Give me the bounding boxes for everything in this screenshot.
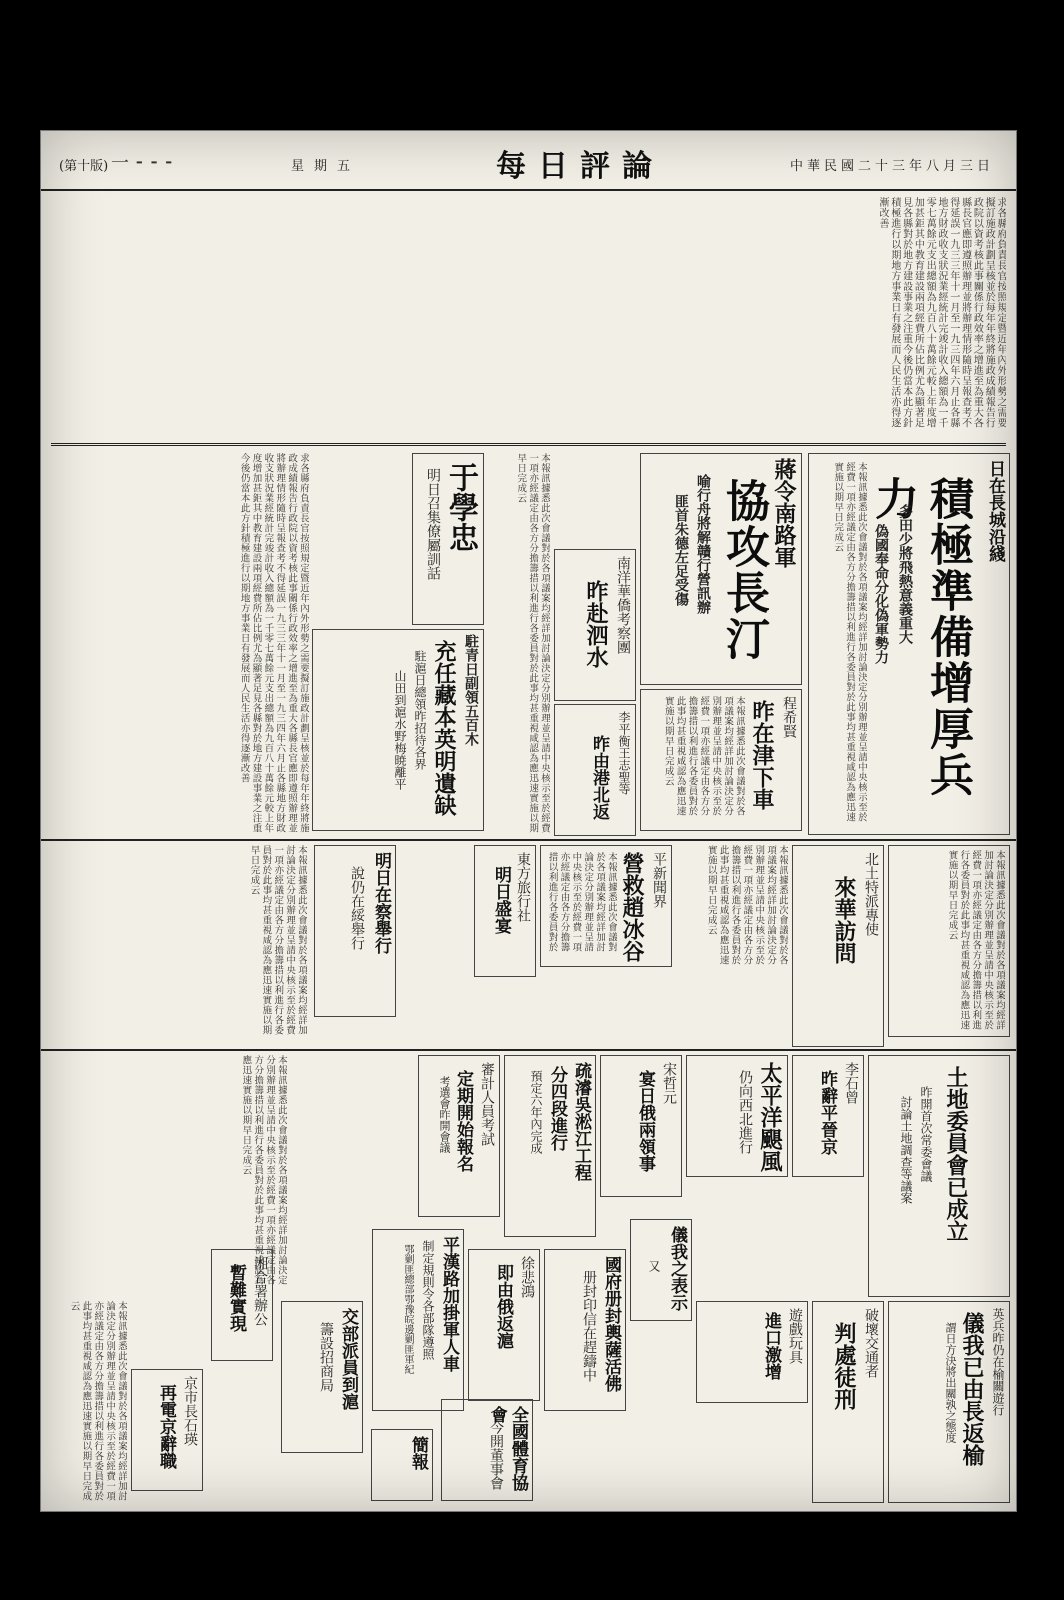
article-subhead: 分四段進行 (547, 1066, 567, 1151)
article-subhead: 李平衡王志聖等 (617, 711, 631, 795)
issue-date: 中華民國二十三年八月三日 (789, 159, 994, 174)
article-subhead: 程希賢 (781, 696, 797, 738)
article-headline: 儀我已由長返榆 (959, 1312, 985, 1466)
article-subhead: 昨開首次常委會議 (919, 1086, 933, 1182)
masthead-ornament: 一 ⁃ ⁃ ⁃ (111, 153, 174, 174)
article-headline: 暫難實現 (226, 1264, 246, 1332)
article-headline: 交部派員到滬 (338, 1308, 358, 1410)
article-block-12 (868, 1055, 1010, 1297)
article-headline: 土地委員會已成立 (943, 1066, 969, 1242)
article-headline: 再電京辭職 (156, 1384, 176, 1469)
article-headline: 全國體育協會 (486, 1406, 528, 1491)
article-subhead: 京市長石瑛 (182, 1376, 198, 1446)
article-body: 本報訊據悉此次會議對於各項議案均經詳加討論決定分別辦理並呈請中央核示至於經費一項亦經議定由各方分擔籌措以利進行各委員對於此事均甚重視咸認為應迅速實施以期早日完成云 (515, 453, 550, 833)
article-subhead: 宋哲元 (661, 1062, 677, 1104)
article-headline: 宴日俄兩領事 (635, 1070, 655, 1172)
article-headline: 積極準備增厚兵力 (867, 476, 973, 798)
article-body: 本報訊據悉此次會議對於各項議案均經詳加討論決定分別辦理並呈請中央核示至於經費一項亦經議定由各方分擔籌措以利進行各委員對於此事均甚重視咸認為應迅速實施以期早日完成云 (68, 1301, 127, 1501)
article-subhead: 平新聞界 (651, 852, 667, 908)
article-body: 本報訊據悉此次會議對於各項議案均經詳加討論決定分別辦理並呈請中央核示至於經費一項亦經議定由各方分擔籌措以利進行各委員對於此事均甚重視咸認為應迅速實施以期早日完成云 (248, 845, 307, 1035)
article-headline: 疏濬吳淞江工程 (571, 1062, 591, 1181)
article-block-25 (131, 1369, 203, 1491)
article-headline: 來華訪問 (831, 876, 857, 964)
article-block-26 (630, 1219, 692, 1321)
article-block-8 (540, 845, 672, 967)
article-headline: 充任藏本英明遺缺 (431, 640, 457, 816)
article-subhead: 預定六年內完成 (529, 1070, 543, 1154)
article-block-28 (888, 1301, 1010, 1503)
article-subhead: 駐滬日總領昨招待各界 (413, 650, 427, 770)
article-headline: 于學忠 (443, 462, 478, 552)
section-divider (41, 839, 1016, 841)
article-subhead: 東方旅行社 (515, 852, 531, 922)
article-block-20 (686, 1055, 788, 1177)
article-subhead: 多田少將飛熱意義重大 (897, 504, 913, 644)
article-block-3 (412, 453, 484, 625)
section-title: 每日評論 (496, 149, 664, 184)
article-headline: 判處徒刑 (831, 1322, 857, 1410)
article-block-5 (640, 689, 802, 831)
article-subhead: 制定規則令各部隊遵照 (421, 1240, 435, 1360)
article-headline: 營救趙冰谷 (619, 852, 645, 962)
section-divider (41, 1049, 1016, 1051)
article-block-10 (314, 845, 396, 1017)
article-subhead: 英兵昨仍在榆關遊行 (991, 1308, 1005, 1416)
article-subhead: 鄂剿匪總部鄂豫皖邊剿匪軍紀 (402, 1244, 413, 1374)
article-subhead: 明日召集僚屬訓話 (425, 468, 441, 580)
article-subhead: 遊戲玩具 (787, 1308, 803, 1364)
article-block-19 (372, 1229, 464, 1411)
article-headline: 昨辭平晉京 (817, 1070, 837, 1155)
article-subhead: 匪首朱德左足受傷 (673, 494, 689, 606)
article-subhead: 討論土地調查等議案 (899, 1096, 913, 1204)
article-headline: 即由俄返滬 (493, 1264, 513, 1349)
article-block-13 (888, 845, 1010, 1037)
article-subhead: 南洋華僑考察團 (615, 556, 631, 654)
article-headline: 平漢路加掛軍人車 (439, 1236, 459, 1372)
masthead (41, 131, 1016, 191)
article-subhead: 李石曾 (843, 1062, 859, 1104)
article-headline: 儀我之表示 (667, 1226, 687, 1311)
article-headline: 昨在津下車 (749, 700, 775, 810)
article-body: 本報訊據悉此次會議對於各項議案均經詳加討論決定分別辦理並呈請中央核示至於經費一項亦經議定由各方分擔籌措以利進行各委員對於 (547, 852, 617, 952)
article-block-22 (441, 1399, 533, 1501)
article-subhead: 湘合署辦公 (252, 1256, 268, 1326)
article-body: 求各縣府負責長官按照規定暨近年內外形勢之需要擬訂施政計劃呈核並於每年年終將施政成績報告行政院以資考核此事關係行政效率之增進至為重大各縣長官應即遵照辦理並將辦理情形隨時呈報查考不得延誤一九三三年十一月至一九三四年六月止各縣地方財政收支狀況業經統計完竣計收入總額為一千零七萬餘元支出總額為九百八十萬餘元較上年度增加甚鉅其中教育建設兩項經費所佔比例尤為顯著足見各縣對於地方建設事業之注重今後仍當本此方針積極進行以期地方事業日有發展而人民生活亦得逐漸改善 (238, 453, 309, 833)
article-block-6 (554, 704, 636, 836)
article-block-16 (418, 1055, 500, 1217)
article-body: 本報訊據悉此次會議對於各項議案均經詳加討論決定分別辦理並呈請中央核示至於經費一項亦經議定由各方分擔籌措以利進行各委員對於此事均甚重視咸認為應迅速實施以期早日完成云 (705, 845, 788, 965)
editorial-text: 求各縣府負責長官按照規定暨近年內外形勢之需要擬訂施政計劃呈核並於每年年終將施政成績報告行政院以資考核此事關係行政效率之增進至為重大各縣長官應即遵照辦理並將辦理情形隨時呈報查考不得延誤一九三三年十一月至一九三四年六月止各縣地方財政收支狀況業經統計完竣計收入總額為一千零七萬餘元支出總額為九百八十萬餘元較上年度增加甚鉅其中教育建設兩項經費所佔比例尤為顯著足見各縣對於地方建設事業之注重今後仍當本此方針積極進行以期地方事業日有發展而人民生活亦得逐漸改善 (877, 197, 1006, 428)
editorial-block (51, 193, 1006, 446)
article-subhead: 仍向西北進行 (737, 1070, 753, 1154)
article-body: 本報訊據悉此次會議對於各項議案均經詳加討論決定分別辦理並呈請中央核示至於經費一項亦經議定由各方分擔籌措以利進行各委員對於此事均甚重視咸認為應迅速實施以期早日完成云 (946, 850, 1005, 1030)
article-body: 本報訊據悉此次會議對於各項議案均經詳加討論決定分別辦理並呈請中央核示至於經費一項亦經議定由各方分擔籌措以利進行各委員對於此事均甚重視咸認為應迅速實施以期早日完成云 (240, 1055, 287, 1285)
article-block-17 (792, 1055, 864, 1177)
article-block-4 (554, 549, 636, 701)
article-block-2 (640, 453, 802, 685)
weekday: 星期五 (291, 159, 361, 174)
article-headline: 太平洋颶風 (757, 1062, 783, 1172)
article-block-27 (696, 1301, 808, 1403)
news-area (41, 449, 1016, 1509)
article-headline: 國府册封輿薩活佛 (601, 1256, 621, 1392)
article-block-23 (544, 1249, 626, 1411)
article-block-7 (312, 629, 484, 831)
article-subhead: 北土特派專使 (863, 852, 879, 936)
article-headline: 昨赴泗水 (583, 580, 609, 668)
article-headline: 協攻長汀 (718, 478, 769, 662)
article-subhead: 又 (647, 1260, 661, 1272)
article-block-29 (812, 1301, 884, 1503)
article-subhead: 考選會昨開會議 (438, 1076, 451, 1153)
article-headline: 定期開始報名 (453, 1070, 473, 1172)
article-block-11 (792, 845, 884, 1047)
article-subhead: 籌設招商局 (318, 1322, 334, 1392)
article-block-1 (808, 453, 1010, 835)
article-kicker: 蔣令南路軍 (771, 458, 797, 568)
article-block-30 (371, 1429, 433, 1501)
article-headline: 明日在察舉行 (371, 852, 391, 954)
article-subhead: 今開董事會 (488, 1420, 504, 1490)
article-subhead: 審計人員考試 (479, 1062, 495, 1146)
article-subhead: 山田到滬水野梅暁離平 (393, 670, 407, 790)
article-block-21 (281, 1301, 363, 1453)
article-body: 本報訊據悉此次會議對於各項議案均經詳加討論決定分別辦理並呈請中央核示至於經費一項亦經議定由各方分擔籌措以利進行各委員對於此事均甚重視咸認為應迅速實施以期早日完成云 (832, 462, 867, 822)
article-headline: 進口激增 (761, 1312, 781, 1380)
page-number: (第十版) (59, 159, 109, 174)
article-headline: 昨由港北返 (589, 735, 609, 820)
article-subhead: 說仍在綏舉行 (349, 866, 365, 950)
article-subhead: 徐悲鴻 (519, 1256, 535, 1298)
article-subhead: 偽國奉命分化偽軍勢力 (873, 524, 889, 664)
article-headline: 簡報 (408, 1436, 428, 1470)
article-block-24 (468, 1249, 540, 1401)
article-subhead: 破壞交通者 (863, 1308, 879, 1378)
article-headline: 明日盛宴 (491, 866, 511, 934)
article-block-14 (600, 1055, 682, 1197)
article-block-18 (211, 1249, 273, 1361)
article-block-9 (474, 845, 536, 977)
article-body: 本報訊據悉此次會議對於各項議案均經詳加討論決定分別辦理並呈請中央核示至於經費一項亦經議定由各方分擔籌措以利進行各委員對於此事均甚重視咸認為應迅速實施以期早日完成云 (662, 696, 745, 816)
article-subhead: 册封印信在趕鑄中 (581, 1270, 597, 1382)
article-subhead: 謂日方決將出關孰之態度 (944, 1322, 957, 1443)
article-subhead: 喻行舟將解贛行營訊辦 (695, 474, 711, 614)
article-block-15 (504, 1055, 596, 1237)
article-kicker: 日在長城沿綫 (985, 460, 1005, 562)
article-subhead: 駐青日副領五百木 (463, 634, 479, 746)
newspaper-page (40, 130, 1017, 1512)
